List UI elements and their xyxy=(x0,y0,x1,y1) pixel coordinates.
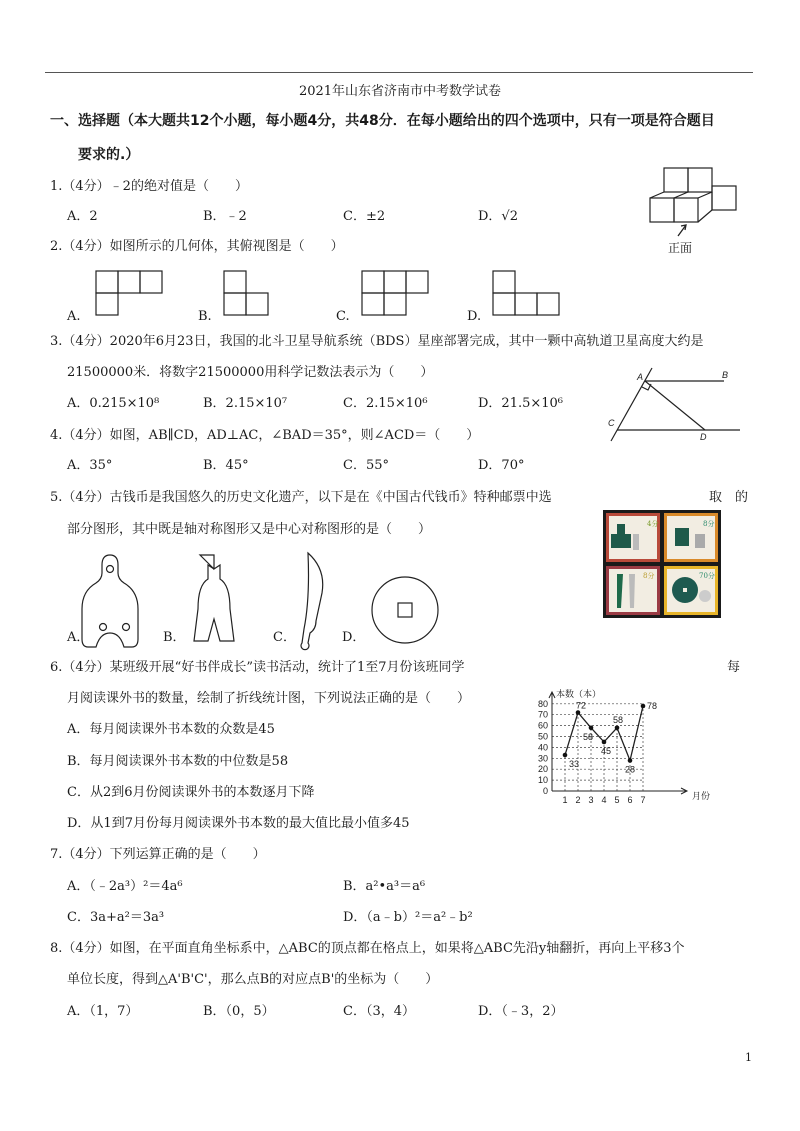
parallel-lines-figure xyxy=(600,368,750,448)
q4-stem: 4.（4分）如图，AB∥CD，AD⊥AC，∠BAD＝35°，则∠ACD＝（ ） xyxy=(50,428,480,443)
data-label: 45 xyxy=(601,745,612,756)
front-label: 正面 xyxy=(668,241,693,255)
q4-option-c: C．55° xyxy=(343,458,389,473)
x-tick-label: 5 xyxy=(614,795,620,805)
q7-option-b: B．a²•a³＝a⁶ xyxy=(343,879,426,894)
q5-option-a: A． xyxy=(67,630,90,645)
data-label: 72 xyxy=(576,700,587,711)
data-point xyxy=(563,753,568,758)
y-tick-label: 30 xyxy=(537,753,548,764)
q5-option-b: B． xyxy=(163,630,186,645)
x-tick-label: 4 xyxy=(601,795,607,805)
data-label: 28 xyxy=(625,764,636,775)
q5-stem: 5.（4分）古钱币是我国悠久的历史文化遗产，以下是在《中国古代钱币》特种邮票中选 xyxy=(50,490,552,505)
y-axis-label: 本数（本） xyxy=(556,689,602,699)
data-label: 78 xyxy=(647,700,658,711)
x-tick-label: 6 xyxy=(627,795,633,805)
data-label: 33 xyxy=(569,759,580,770)
y-tick-label: 10 xyxy=(537,775,548,786)
stamp-value-3: 8分 xyxy=(643,572,655,580)
coin-stamps-image xyxy=(603,510,721,618)
data-point xyxy=(589,725,594,730)
q6-option-b: B．每月阅读课外书本数的中位数是58 xyxy=(67,754,289,769)
q8-option-b: B．（0，5） xyxy=(203,1004,275,1019)
y-tick-label: 70 xyxy=(537,709,548,720)
q8-stem-cont: 单位长度，得到△A'B'C'，那么点B的对应点B'的坐标为（ ） xyxy=(67,972,439,987)
q4-option-d: D．70° xyxy=(478,458,525,473)
q7-option-a: A．（﹣2a³）²＝4a⁶ xyxy=(67,879,183,894)
data-label: 58 xyxy=(613,714,624,725)
point-a-label: A xyxy=(637,372,644,382)
data-point xyxy=(641,704,646,709)
q6-option-a: A．每月阅读课外书本数的众数是45 xyxy=(67,722,275,737)
q8-option-d: D．（﹣3，2） xyxy=(478,1004,564,1019)
q5-stem-cont: 部分图形，其中既是轴对称图形又是中心对称图形的是（ ） xyxy=(67,522,432,537)
point-c-label: C xyxy=(608,418,615,428)
q5-stem-tail: 取 的 xyxy=(709,490,749,505)
section-heading-cont: 要求的.） xyxy=(78,147,140,163)
y-tick-label: 50 xyxy=(537,731,548,742)
q7-option-c: C．3a+a²＝3a³ xyxy=(67,910,165,925)
q1-option-d: D．√2 xyxy=(478,209,518,224)
coin-shape-c xyxy=(301,553,323,650)
q1-option-c: C．±2 xyxy=(343,209,386,224)
q1-option-a: A．2 xyxy=(67,209,98,224)
q6-stem: 6.（4分）某班级开展“好书伴成长”读书活动，统计了1至7月份该班同学 xyxy=(50,660,465,675)
y-tick-label: 20 xyxy=(537,764,548,775)
stamp-value-4: 70分 xyxy=(699,572,715,580)
q8-stem: 8.（4分）如图，在平面直角坐标系中，△ABC的顶点都在格点上，如果将△ABC先沿y轴翻折，再向上平移3个 xyxy=(50,941,685,956)
q3-option-b: B．2.15×10⁷ xyxy=(203,396,288,411)
q1-stem: 1.（4分）﹣2的绝对值是（ ） xyxy=(50,179,248,194)
q2-option-d: D. xyxy=(467,309,482,324)
coin-shape-a xyxy=(82,555,138,647)
q7-stem: 7.（4分）下列运算正确的是（ ） xyxy=(50,847,266,862)
q4-option-b: B．45° xyxy=(203,458,249,473)
page-title: 2021年山东省济南市中考数学试卷 xyxy=(298,84,502,99)
q6-option-d: D．从1到7月份每月阅读课外书本数的最大值比最小值多45 xyxy=(67,816,410,831)
data-point xyxy=(628,758,633,763)
stamp-value-2: 8分 xyxy=(703,520,715,528)
q3-option-d: D．21.5×10⁶ xyxy=(478,396,564,411)
y-tick-label: 80 xyxy=(537,698,548,709)
q5-option-c: C． xyxy=(273,630,296,645)
coin-shape-b xyxy=(194,555,234,641)
y-tick-label: 60 xyxy=(537,720,548,731)
q2-option-b: B. xyxy=(198,309,212,324)
data-point xyxy=(602,740,607,745)
data-point xyxy=(615,725,620,730)
q3-stem-cont: 21500000米．将数字21500000用科学记数法表示为（ ） xyxy=(67,365,434,380)
x-tick-label: 1 xyxy=(562,795,568,805)
x-axis-label: 月份 xyxy=(692,791,711,801)
page-number: 1 xyxy=(745,1051,752,1064)
section-heading: 一、选择题（本大题共12个小题，每小题4分，共48分．在每小题给出的四个选项中，只有一项是符合题目 xyxy=(50,113,715,129)
y-tick-label: 40 xyxy=(537,742,548,753)
coin-shape-d xyxy=(372,577,438,643)
stamp-value-1: 4分 xyxy=(647,520,659,528)
x-tick-label: 7 xyxy=(640,795,646,805)
q7-option-d: D．（a﹣b）²＝a²﹣b² xyxy=(343,910,473,925)
q2-stem: 2.（4分）如图所示的几何体，其俯视图是（ ） xyxy=(50,239,344,254)
q2-top-view-options xyxy=(0,0,800,330)
y-tick-label: 0 xyxy=(542,786,548,796)
q5-option-d: D． xyxy=(342,630,366,645)
x-tick-label: 2 xyxy=(575,795,581,805)
q1-option-b: B．﹣2 xyxy=(203,209,247,224)
q6-stem-cont: 月阅读课外书的数量，绘制了折线统计图，下列说法正确的是（ ） xyxy=(67,691,471,706)
q2-option-a: A. xyxy=(67,309,81,324)
q4-option-a: A．35° xyxy=(67,458,113,473)
x-tick-label: 3 xyxy=(588,795,594,805)
q6-stem-tail: 每 xyxy=(727,660,741,675)
q8-option-c: C．（3，4） xyxy=(343,1004,415,1019)
q2-option-c: C. xyxy=(336,309,350,324)
point-b-label: B xyxy=(722,370,729,380)
q3-option-c: C．2.15×10⁶ xyxy=(343,396,428,411)
q3-option-a: A．0.215×10⁸ xyxy=(67,396,160,411)
data-point xyxy=(576,710,581,715)
data-label: 58 xyxy=(583,731,594,742)
point-d-label: D xyxy=(700,432,707,442)
reading-line-chart xyxy=(500,650,760,810)
q6-option-c: C．从2到6月份阅读课外书的本数逐月下降 xyxy=(67,785,315,800)
q3-stem: 3.（4分）2020年6月23日，我国的北斗卫星导航系统（BDS）星座部署完成，其中一颗中高轨道卫星高度大约是 xyxy=(50,334,704,349)
q8-option-a: A．（1，7） xyxy=(67,1004,139,1019)
